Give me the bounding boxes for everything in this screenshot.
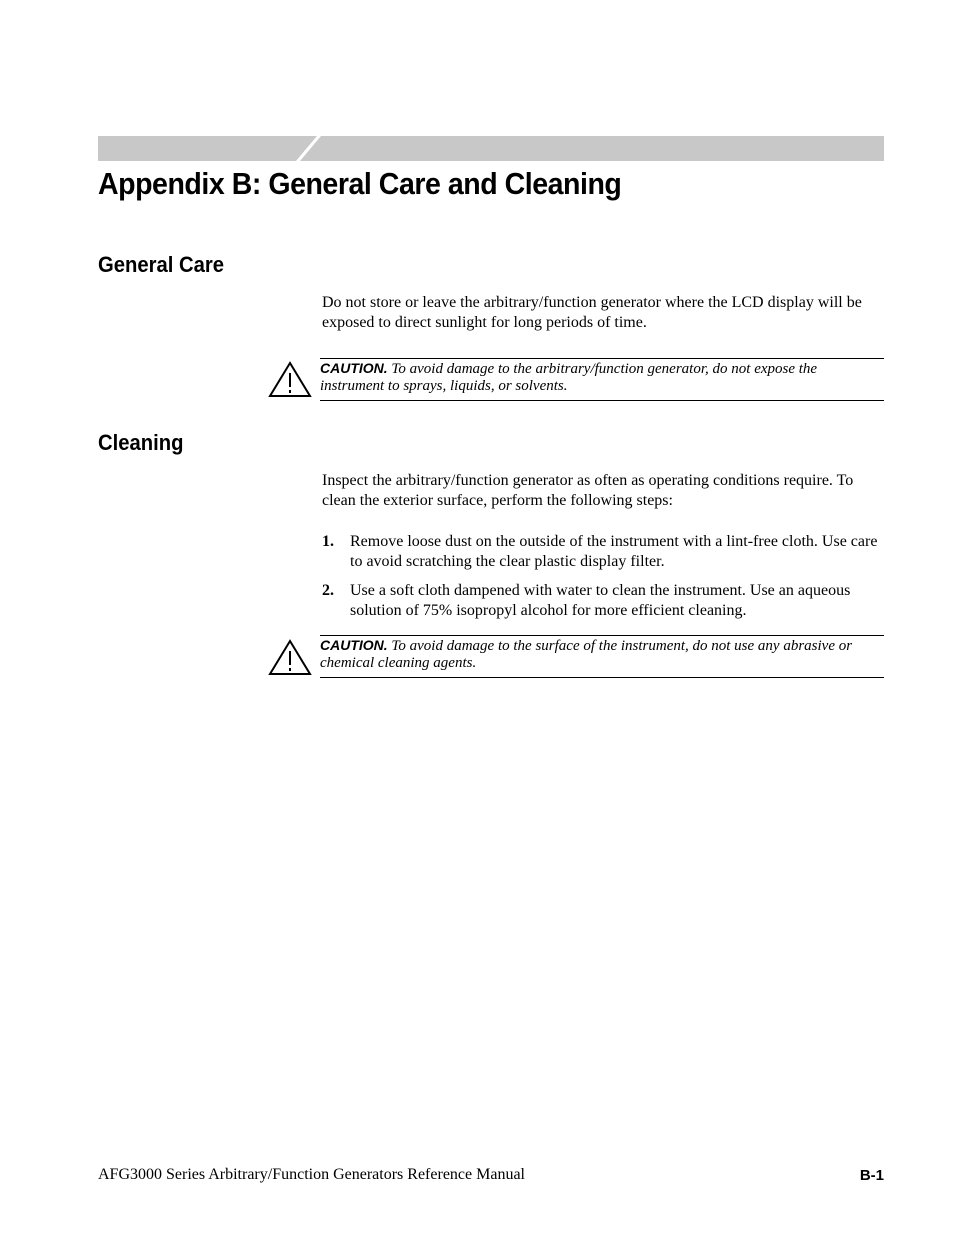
step-number: 1. <box>322 533 334 550</box>
cleaning-heading: Cleaning <box>98 430 184 455</box>
warning-triangle-icon <box>268 638 312 676</box>
step-number: 2. <box>322 582 334 599</box>
caution-text: To avoid damage to the surface of the instrument, do not use any abrasive or chemical cleaning agents. <box>320 638 853 671</box>
caution-label: CAUTION. <box>320 637 388 653</box>
chapter-banner <box>98 136 884 161</box>
footer-manual-title: AFG3000 Series Arbitrary/Function Generators Reference Manual <box>98 1166 525 1183</box>
list-item <box>322 581 884 621</box>
general-care-paragraph: Do not store or leave the arbitrary/function generator where the LCD display will be exposed to direct sunlight for long periods of time. <box>322 294 862 331</box>
caution-label: CAUTION. <box>320 360 388 376</box>
caution-text: To avoid damage to the arbitrary/function generator, do not expose the instrument to sprays, liquids, or solvents. <box>320 361 818 394</box>
warning-triangle-icon <box>268 360 312 398</box>
list-item <box>322 532 884 572</box>
step-text: Use a soft cloth dampened with water to clean the instrument. Use an aqueous solution of 75% isopropyl alcohol for more efficient cleaning. <box>350 582 851 619</box>
general-care-heading: General Care <box>98 252 225 277</box>
footer-page-number: B-1 <box>859 1167 884 1184</box>
caution-box-cleaning <box>320 635 884 678</box>
cleaning-paragraph: Inspect the arbitrary/function generator as often as operating conditions require. To clean the exterior surface, perform the following steps: <box>322 472 854 509</box>
caution-box-general-care <box>320 358 884 401</box>
step-text: Remove loose dust on the outside of the instrument with a lint-free cloth. Use care to avoid scratching the clear plastic display filter. <box>350 533 878 570</box>
chapter-title: Appendix B: General Care and Cleaning <box>98 166 622 201</box>
